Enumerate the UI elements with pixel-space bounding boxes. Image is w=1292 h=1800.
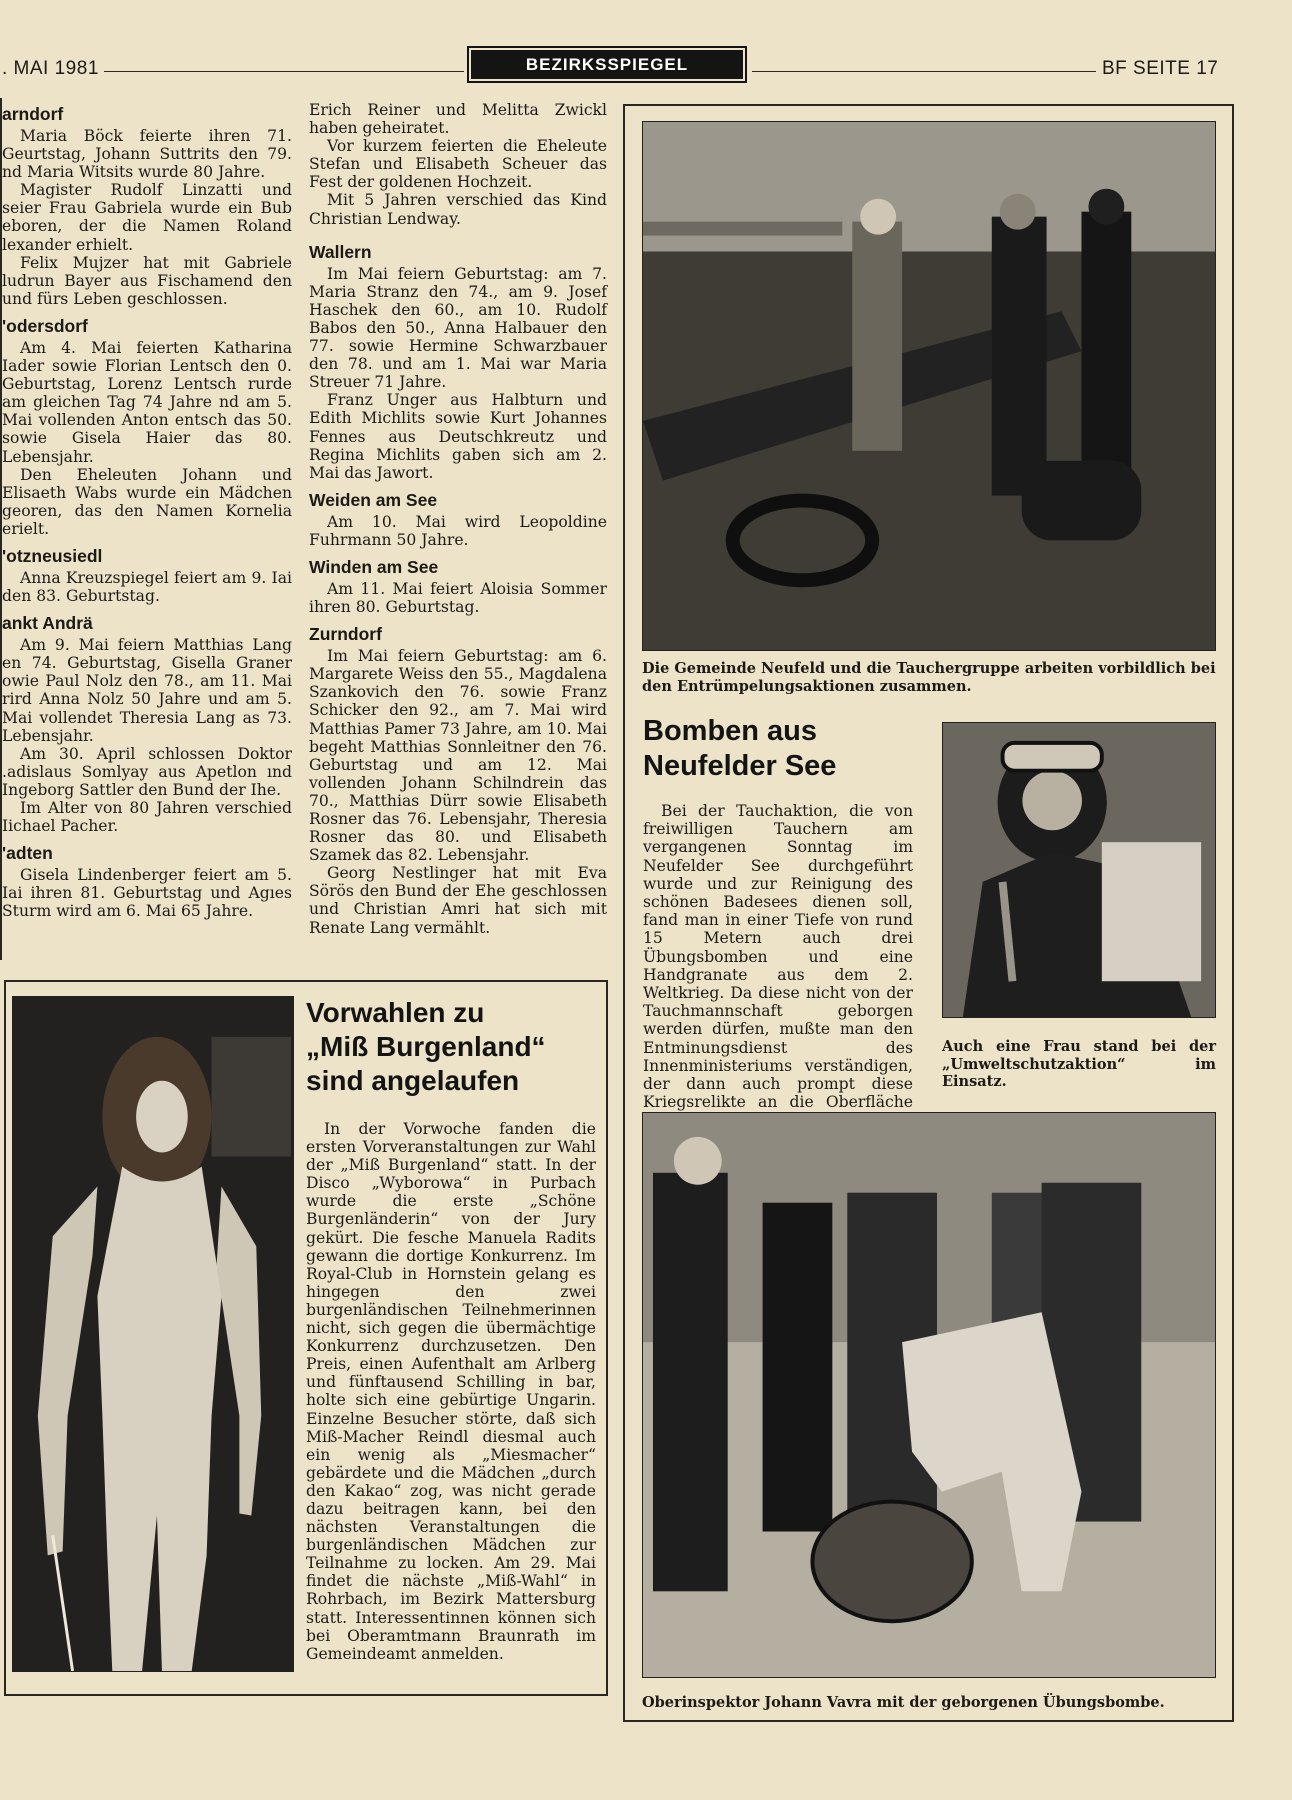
miss-burgenland-body — [306, 1120, 596, 1663]
place-heading: 'odersdorf — [2, 315, 88, 336]
miss-candidate-photo — [12, 996, 294, 1672]
notice-paragraph: Georg Nestlinger hat mit Eva Sörös den Bund der Ehe geschlossen und Christian Amri hat sich mit Renate Lang vermählt. — [309, 864, 607, 937]
headline-line-3: sind angelaufen — [306, 1065, 520, 1096]
headline-line-1: Vorwahlen zu — [306, 997, 485, 1028]
notice-paragraph: Erich Reiner und Melitta Zwickl haben geheiratet. — [309, 101, 607, 138]
place-heading: Weiden am See — [309, 489, 438, 510]
notice-paragraph: Gisela Lindenberger feiert am 5. Iai ihren 81. Geburtstag und Agıes Sturm wird am 6. Mai 65 Jahre. — [2, 866, 292, 921]
notice-paragraph: Vor kurzem feierten die Eheleute Stefan und Elisabeth Scheuer das Fest der goldenen Hochzeit. — [309, 137, 607, 192]
bomben-headline-line-2: Neufelder See — [643, 750, 837, 782]
miss-burgenland-headline — [306, 996, 606, 1098]
section-spacer — [309, 228, 607, 234]
bomben-article — [623, 104, 1234, 1722]
bomb-recovery-photo — [642, 1112, 1216, 1678]
notice-paragraph: Am 9. Mai feiern Matthias Lang en 74. Geburtstag, Gisella Graner owie Paul Nolz den 78., am 11. Mai rird Anna Nolz 50 Jahre und am 5. Mai vollendet Theresia Lang as 73. Lebensjahr. — [2, 636, 292, 745]
photo3-caption: Oberinspektor Johann Vavra mit der geborgenen Übungsbombe. — [642, 1694, 1165, 1711]
divers-boat-scene-icon — [643, 122, 1215, 650]
bomben-headline-line-1: Bomben aus — [643, 715, 818, 747]
notice-paragraph: Am 4. Mai feierten Katharina Iader sowie Florian Lentsch den 0. Geburtstag, Lorenz Lentsch rurde am gleichen Tag 74 Jahre nd am 5. Mai vollenden Anton entsch das 50. sowie Gisela Haier das 80. Lebensjahr. — [2, 338, 292, 466]
notice-paragraph: Franz Unger aus Halbturn und Edith Michlits sowie Kurt Johannes Fennes aus Deutschkreutz und Regina Michlits gaben sich am 2. Mai das Jawort. — [309, 391, 607, 482]
notice-paragraph: Am 11. Mai feiert Aloisia Sommer ihren 80. Geburtstag. — [309, 579, 607, 617]
place-heading: Winden am See — [309, 556, 439, 577]
miss-burgenland-text: In der Vorwoche fanden die ersten Vorveranstaltungen zur Wahl der „Miß Burgenland“ statt. In der Disco „Wyborowa“ in Purbach wurde die erste „Schöne Burgenländerin“ von der Jury gekürt. Die fesche Manuela Radits gewann die dortige Konkurrenz. Im Royal-Club in Hornstein gelang es hingegen den zwei burgenländischen Teilnehmerinnen nicht, sich gegen die übermächtige Konkurrenz durchzusetzen. Den Preis, einen Aufenthalt am Arlberg und fünftausend Schilling in bar, holte sich eine gebürtige Ungarin. Einzelne Besucher störte, daß sich Miß-Macher Reindl diesmal auch ein wenig als „Miesmacher“ gebärdete und die Mädchen „durch den Kakao“ zog, was nicht gerade dazu beitragen kann, bei den nächsten Veranstaltungen die burgenländischen Mädchen zur Teilnahme zu locken. Am 29. Mai findet die nächste „Miß-Wahl“ in Rohrbach, im Bezirk Mattersburg statt. Interessentinnen können sich bei Oberamtmann Braunrath im Gemeindeamt anmelden. — [306, 1120, 596, 1663]
place-heading: 'otzneusiedl — [2, 545, 103, 566]
notice-paragraph: Am 10. Mai wird Leopoldine Fuhrmann 50 Jahre. — [309, 512, 607, 549]
notice-paragraph: Den Eheleuten Johann und Elisaeth Wabs wurde ein Mädchen georen, das den Namen Kornelia erielt. — [2, 465, 292, 538]
miss-burgenland-article — [4, 980, 608, 1696]
photo1-caption: Die Gemeinde Neufeld und die Tauchergruppe arbeiten vorbildlich bei den Entrümpelungsaktionen zusammen. — [642, 660, 1216, 695]
notice-paragraph: Im Mai feiern Geburtstag: am 6. Margarete Weiss den 55., Magdalena Szankovich den 76. sowie Franz Schicker den 92., am 7. Mai wird Matthias Pamer 73 Jahre, am 10. Mai begeht Matthias Sonnleitner den 76. Geburtstag und am 12. Mai vollenden Johann Schilndrein das 70., Matthias Dürr sowie Elisabeth Rosner das 76. Lebensjahr, Theresia Rosner das 80. und Elisabeth Szamek das 82. Lebensjahr. — [309, 647, 607, 865]
notice-paragraph: Magister Rudolf Linzatti und seier Frau Gabriela wurde ein Bub eboren, der die Namen Roland lexander erhielt. — [2, 181, 292, 254]
column-birthdays-right — [309, 101, 607, 937]
diver-mask-icon — [943, 723, 1215, 1017]
section-title: BEZIRKSSPIEGEL — [471, 50, 743, 79]
notice-paragraph: Felix Mujzer hat mit Gabriele ludrun Bayer aus Fischamend den und fürs Leben geschlossen. — [2, 253, 292, 308]
notice-paragraph: Maria Böck feierte ihren 71. Geurtstag, Johann Suttrits den 79. nd Maria Witsits wurde 80 Jahre. — [2, 127, 292, 182]
woman-figure-icon — [13, 997, 293, 1671]
left-edge-rule — [0, 98, 2, 960]
notice-paragraph: Im Alter von 80 Jahren verschied Iichael Pacher. — [2, 799, 292, 836]
column-birthdays-left — [2, 104, 292, 920]
bomb-recovery-scene-icon — [643, 1113, 1215, 1677]
bomben-headline — [643, 714, 913, 784]
notice-paragraph: Mit 5 Jahren verschied das Kind Christian Lendway. — [309, 191, 607, 228]
notice-paragraph: Anna Kreuzspiegel feiert am 9. Iai den 83. Geburtstag. — [2, 568, 292, 606]
place-heading: Wallern — [309, 241, 372, 262]
divers-boat-photo — [642, 121, 1216, 651]
bomben-text: Bei der Tauchaktion, die von freiwilligen Tauchern am vergangenen Sonntag im Neufelder See durchgeführt wurde und zur Reinigung des schönen Badesees dienen soll, fand man in einer Tiefe von rund 15 Metern auch drei Übungsbomben und eine Handgranate aus dem 2. Weltkrieg. Da diese nicht von der Tauchmannschaft geborgen werden dürfen, mußte man den Entminungsdienst des Innenministeriums verständigen, der dann auch prompt diese Kriegsrelikte an die Oberfläche — [643, 802, 913, 1112]
headline-line-2: „Miß Burgenland“ — [306, 1031, 546, 1062]
place-heading: arndorf — [2, 104, 64, 124]
photo2-caption: Auch eine Frau stand bei der „Umweltschutzaktion“ im Einsatz. — [942, 1038, 1216, 1090]
masthead-rule-right — [752, 71, 1096, 72]
bomben-body — [643, 802, 913, 1130]
place-heading: 'adten — [2, 843, 53, 864]
page-number: BF SEITE 17 — [1102, 58, 1219, 79]
female-diver-photo — [942, 722, 1216, 1018]
notice-paragraph: Am 30. April schlossen Doktor .adislaus Somlyay aus Apetlon ınd Ingeborg Sattler den Bund der Ihe. — [2, 744, 292, 799]
issue-date: . MAI 1981 — [2, 58, 99, 79]
place-heading: ankt Andrä — [2, 613, 93, 634]
place-heading: Zurndorf — [309, 624, 382, 645]
notice-paragraph: Im Mai feiern Geburtstag: am 7. Maria Stranz den 74., am 9. Josef Haschek den 60., am 10. Rudolf Babos den 50., Anna Halbauer den 77. sowie Hermine Schwarzbauer den 78. und am 1. Mai war Maria Streuer 71 Jahre. — [309, 264, 607, 392]
masthead-rule-left — [104, 71, 464, 72]
